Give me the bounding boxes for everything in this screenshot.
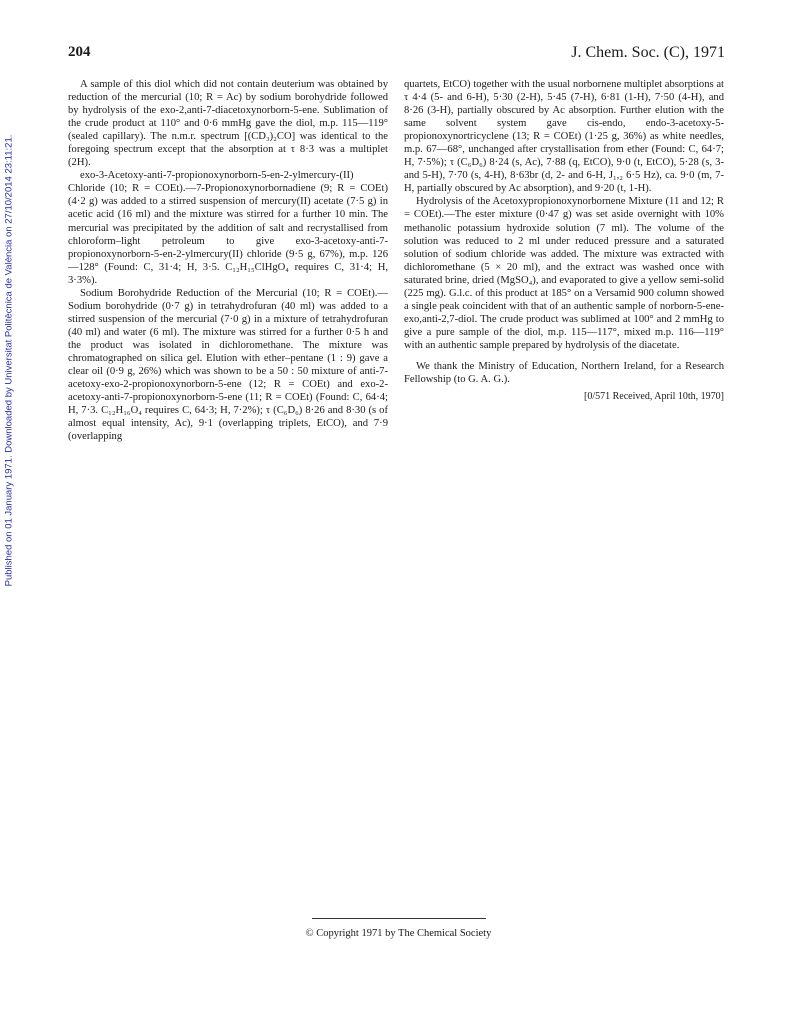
journal-title: J. Chem. Soc. (C), 1971 (571, 44, 725, 61)
acknowledgement: We thank the Ministry of Education, Northern Ireland, for a Research Fellowship (to G. A. G.). (404, 360, 724, 386)
left-column (68, 78, 388, 443)
page-number: 204 (68, 44, 91, 60)
paragraph: Sodium Borohydride Reduction of the Mercurial (10; R = COEt).—Sodium borohydride (0·7 g) in tetrahydrofuran (40 ml) was added to a stirred suspension of the mercurial (7·0 g) in a mixture of tetrahydrofuran (40 ml) and water (6 ml). The mixture was stirred for a further 0·5 h and the product was isolated in dichloromethane. The mixture was chromatographed on silica gel. Elution with ether–pentane (1 : 9) gave a clear oil (0·9 g, 26%) which was shown to be a 50 : 50 mixture of anti-7-acetoxy-exo-2-propionoxynorborn-5-ene (12; R = COEt) and exo-2-acetoxy-anti-7-propionoxynorborn-5-ene (11; R = COEt) (Found: C, 64·4; H, 7·3. C₁₂H₁₆O₄ requires C, 64·3; H, 7·2%); τ (C₆D₆) 8·26 and 8·30 (s of almost equal intensity, Ac), 9·1 (overlapping triplets, EtCO), and 7·9 (overlapping (68, 287, 388, 443)
paragraph: Hydrolysis of the Acetoxypropionoxynorbornene Mixture (11 and 12; R = COEt).—The ester mixture (0·47 g) was set aside overnight with 10% methanolic potassium hydroxide solution (7 ml). The volume of the solution was reduced to 2 ml under reduced pressure and a saturated solution of sodium chloride was added. The mixture was extracted with dichloromethane (5 × 20 ml), and the extract was washed once with saturated brine, dried (MgSO₄), and evaporated to give a yellow semi-solid (225 mg). G.l.c. of this product at 185° on a Versamid 900 column showed a single peak coincident with that of an authentic sample of norborn-5-ene-exo,anti-2,7-diol. The crude product was sublimed at 100° and 2 mmHg to give a pure sample of the diol, m.p. 115—117°, mixed m.p. 116—119° with an authentic sample prepared by hydrolysis of the diacetate. (404, 196, 724, 351)
paragraph: quartets, EtCO) together with the usual norbornene multiplet absorptions at τ 4·4 (5- and 6-H), 5·30 (2-H), 5·45 (7-H), 6·81 (1-H), 7·50 (4-H), and 8·26 (3-H), partially obscured by Ac absorption. Further elution with the same solvent system gave cis-endo, endo-3-acetoxy-5-propionoxynortricyclene (13; R = COEt) (1·25 g, 36%) as white needles, m.p. 67—68°, unchanged after crystallisation from ether (Found: C, 64·7; H, 7·5%); τ (C₆D₆) 8·24 (s, Ac), 7·88 (q, EtCO), 9·0 (t, EtCO), 5·28 (s, 3- and 5-H), 7·70 (s, 4-H), 8·63br (d, 2- and 6-H, J₁,₂ 6·5 Hz), ca. 9·0 (m, 7-H, partially obscured by Ac absorption), and 9·20 (t, 1-H). (404, 79, 724, 195)
download-watermark (0, 60, 18, 660)
footer-rule (312, 918, 486, 919)
right-column (404, 78, 724, 403)
paragraph: A sample of this diol which did not contain deuterium was obtained by reduction of the mercurial (10; R = Ac) by sodium borohydride followed by hydrolysis of the exo-2,anti-7-diacetoxynorborn-5-ene. Sublimation of the crude product at 110° and 0·6 mmHg gave the diol, m.p. 115—119° (sealed capillary). The n.m.r. spectrum [(CD₃)₂CO] was identical to the foregoing spectrum except that the absorption at τ 8·3 was a multiplet (2H). (68, 79, 388, 169)
copyright-notice: © Copyright 1971 by The Chemical Society (305, 928, 492, 939)
paragraph: exo-3-Acetoxy-anti-7-propionoxynorborn-5-en-2-ylmercury-(II) Chloride (10; R = COEt).—7-Propionoxynorbornadiene (9; R = COEt) (4·2 g) was added to a stirred suspension of mercury(II) acetate (7·5 g) in acetic acid (16 ml) and the mixture was stirred for a further 10 min. The mercurial was precipitated by the addition of salt and recrystallised from chloroform–light petroleum to give exo-3-acetoxy-anti-7-propionoxynorborn-5-en-2-ylmercury(II) chloride (9·5 g, 67%), m.p. 126—128° (Found: C, 31·4; H, 3·5. C₁₂H₁₅ClHgO₄ requires C, 31·4; H, 3·3%). (68, 170, 388, 286)
received-note: [0/571 Received, April 10th, 1970] (584, 391, 724, 403)
download-watermark-text: Published on 01 January 1971. Downloaded by Universitat Politècnica de València on 27/10/2014 23:11:21. (3, 134, 15, 586)
